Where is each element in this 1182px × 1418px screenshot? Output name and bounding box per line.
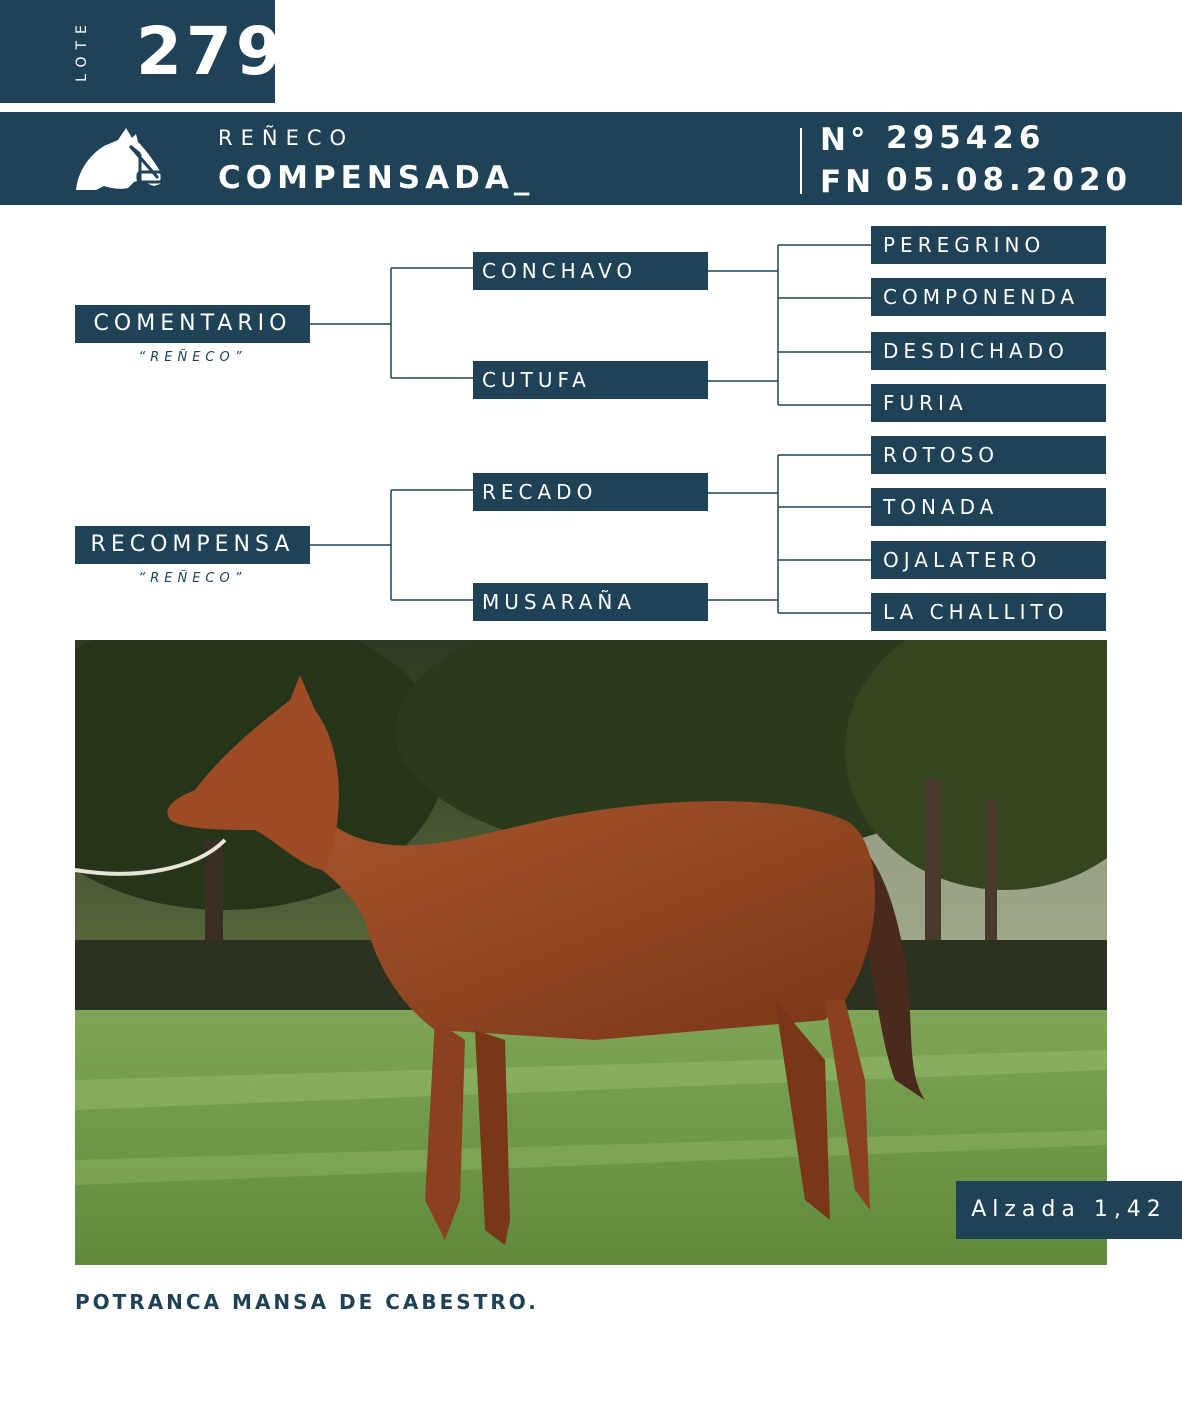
sire-dam: CUTUFA: [473, 361, 708, 399]
lot-badge: [0, 0, 286, 103]
great-grandparent: TONADA: [871, 488, 1106, 526]
great-grandparent: DESDICHADO: [871, 332, 1106, 370]
birth-date: 05.08.2020: [886, 162, 1133, 198]
registration-key: N°: [820, 122, 870, 158]
horse-name: COMPENSADA_: [218, 160, 535, 196]
great-grandparent: LA CHALLITO: [871, 593, 1106, 631]
great-grandparent: COMPONENDA: [871, 278, 1106, 316]
great-grandparent: ROTOSO: [871, 436, 1106, 474]
great-grandparent: OJALATERO: [871, 541, 1106, 579]
dam-dam: MUSARAÑA: [473, 583, 708, 621]
sire: COMENTARIO: [75, 305, 310, 343]
great-grandparent: FURIA: [871, 384, 1106, 422]
registration-number: 295426: [886, 120, 1046, 156]
dam: RECOMPENSA: [75, 526, 310, 564]
sire-sire: CONCHAVO: [473, 252, 708, 290]
sire-breeder: “REÑECO”: [138, 350, 247, 365]
lot-number: 279: [136, 13, 286, 90]
description: POTRANCA MANSA DE CABESTRO.: [75, 1290, 539, 1314]
horse-head-icon: [74, 124, 166, 194]
dam-breeder: “REÑECO”: [138, 571, 247, 586]
great-grandparent: PEREGRINO: [871, 226, 1106, 264]
horse-photo: [75, 640, 1107, 1265]
dam-sire: RECADO: [473, 473, 708, 511]
breeder-name: REÑECO: [218, 126, 355, 150]
height-badge: Alzada 1,42: [956, 1181, 1182, 1239]
lot-label: LOTE: [74, 18, 90, 82]
header-divider: [800, 128, 802, 194]
birth-date-key: FN: [820, 164, 876, 200]
